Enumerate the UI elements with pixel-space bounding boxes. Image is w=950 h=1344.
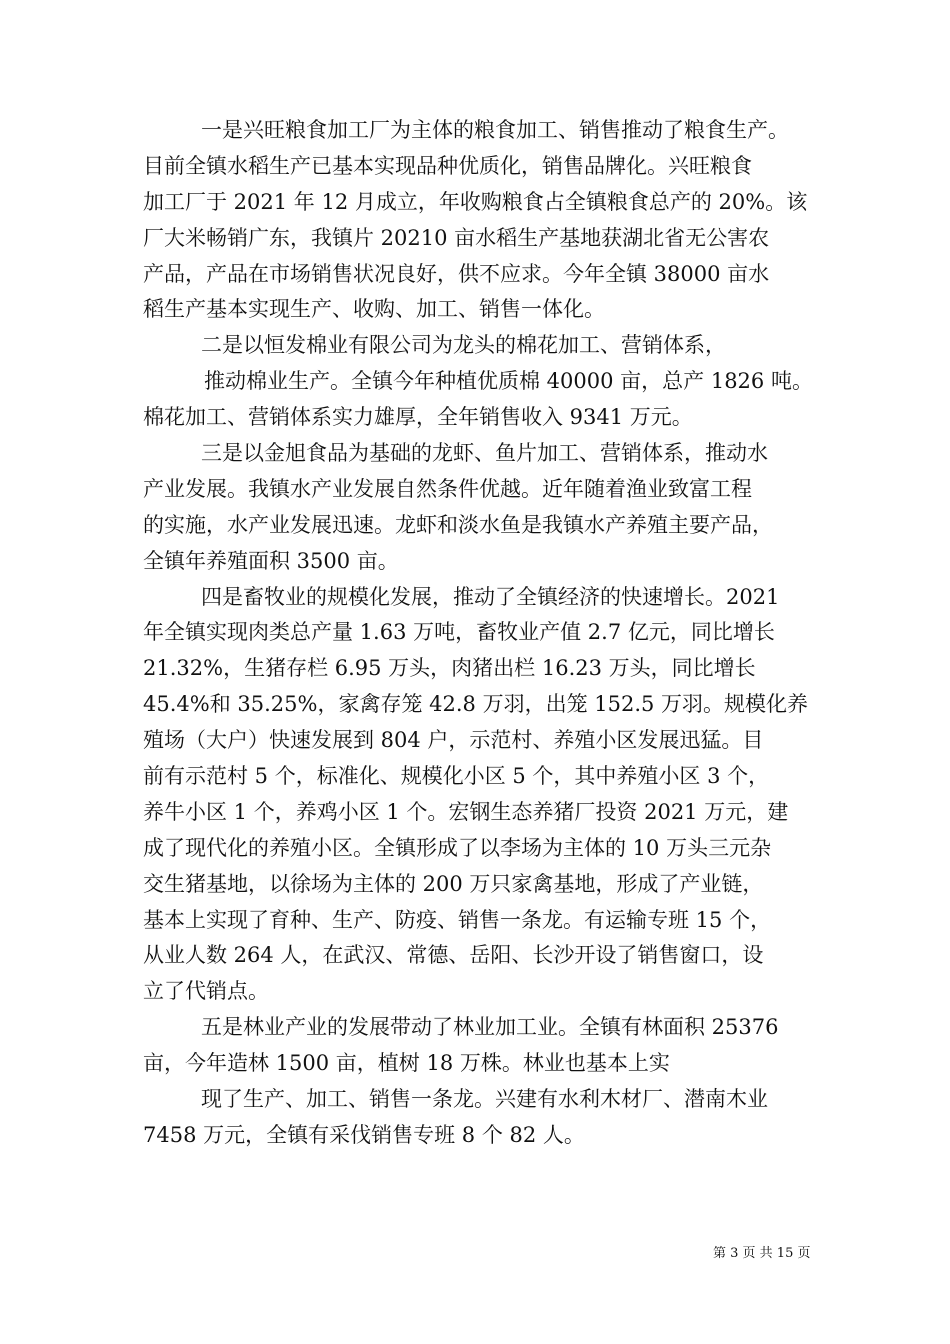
text-line: 的实施，水产业发展迅速。龙虾和淡水鱼是我镇水产养殖主要产品， <box>143 512 773 537</box>
text-line: 年全镇实现肉类总产量 1.63 万吨，畜牧业产值 2.7 亿元，同比增长 <box>143 620 775 645</box>
text-line: 立了代销点。 <box>143 979 269 1004</box>
text-line: 前有示范村 5 个，标准化、规模化小区 5 个，其中养殖小区 3 个， <box>143 764 770 789</box>
text-line: 现了生产、加工、销售一条龙。兴建有水利木材厂、潜南木业 <box>201 1087 768 1112</box>
text-line: 推动棉业生产。全镇今年种植优质棉 40000 亩，总产 1826 吨。 <box>204 369 813 394</box>
page-number-footer: 第 3 页 共 15 页 <box>713 1246 811 1261</box>
text-line: 成了现代化的养殖小区。全镇形成了以李场为主体的 10 万头三元杂 <box>143 835 772 860</box>
text-line: 一是兴旺粮食加工厂为主体的粮食加工、销售推动了粮食生产。 <box>201 118 789 142</box>
text-line: 7458 万元，全镇有采伐销售专班 8 个 82 人。 <box>143 1122 585 1147</box>
text-line: 加工厂于 2021 年 12 月成立，年收购粮食占全镇粮食总产的 20%。该 <box>143 189 808 214</box>
text-line: 产品，产品在市场销售状况良好，供不应求。今年全镇 38000 亩水 <box>143 261 770 286</box>
text-line: 三是以金旭食品为基础的龙虾、鱼片加工、营销体系，推动水 <box>201 441 768 466</box>
text-line: 基本上实现了育种、生产、防疫、销售一条龙。有运输专班 15 个， <box>143 907 772 932</box>
text-line: 45.4%和 35.25%，家禽存笼 42.8 万羽，出笼 152.5 万羽。规模化养 <box>143 692 809 717</box>
text-line: 二是以恒发棉业有限公司为龙头的棉花加工、营销体系， <box>201 333 726 358</box>
text-line: 交生猪基地，以徐场为主体的 200 万只家禽基地，形成了产业链， <box>143 871 764 896</box>
text-line: 从业人数 264 人，在武汉、常德、岳阳、长沙开设了销售窗口，设 <box>143 943 764 968</box>
text-line: 四是畜牧业的规模化发展，推动了全镇经济的快速增长。2021 <box>201 584 780 609</box>
text-line: 产业发展。我镇水产业发展自然条件优越。近年随着渔业致富工程 <box>143 476 752 501</box>
text-line: 亩，今年造林 1500 亩，植树 18 万株。林业也基本上实 <box>143 1051 670 1076</box>
text-line: 棉花加工、营销体系实力雄厚，全年销售收入 9341 万元。 <box>143 405 693 430</box>
body-text <box>143 113 823 1154</box>
text-line: 养牛小区 1 个，养鸡小区 1 个。宏钢生态养猪厂投资 2021 万元，建 <box>143 799 789 824</box>
text-line: 稻生产基本实现生产、收购、加工、销售一体化。 <box>143 297 605 322</box>
text-line: 目前全镇水稻生产已基本实现品种优质化，销售品牌化。兴旺粮食 <box>143 153 752 178</box>
text-line: 五是林业产业的发展带动了林业加工业。全镇有林面积 25376 <box>201 1015 779 1040</box>
text-line: 厂大米畅销广东，我镇片 20210 亩水稻生产基地获湖北省无公害农 <box>143 225 770 250</box>
text-line: 21.32%，生猪存栏 6.95 万头，肉猪出栏 16.23 万头，同比增长 <box>143 656 756 681</box>
text-line: 殖场（大户）快速发展到 804 户，示范村、养殖小区发展迅猛。目 <box>143 728 764 753</box>
text-line: 全镇年养殖面积 3500 亩。 <box>143 548 399 573</box>
